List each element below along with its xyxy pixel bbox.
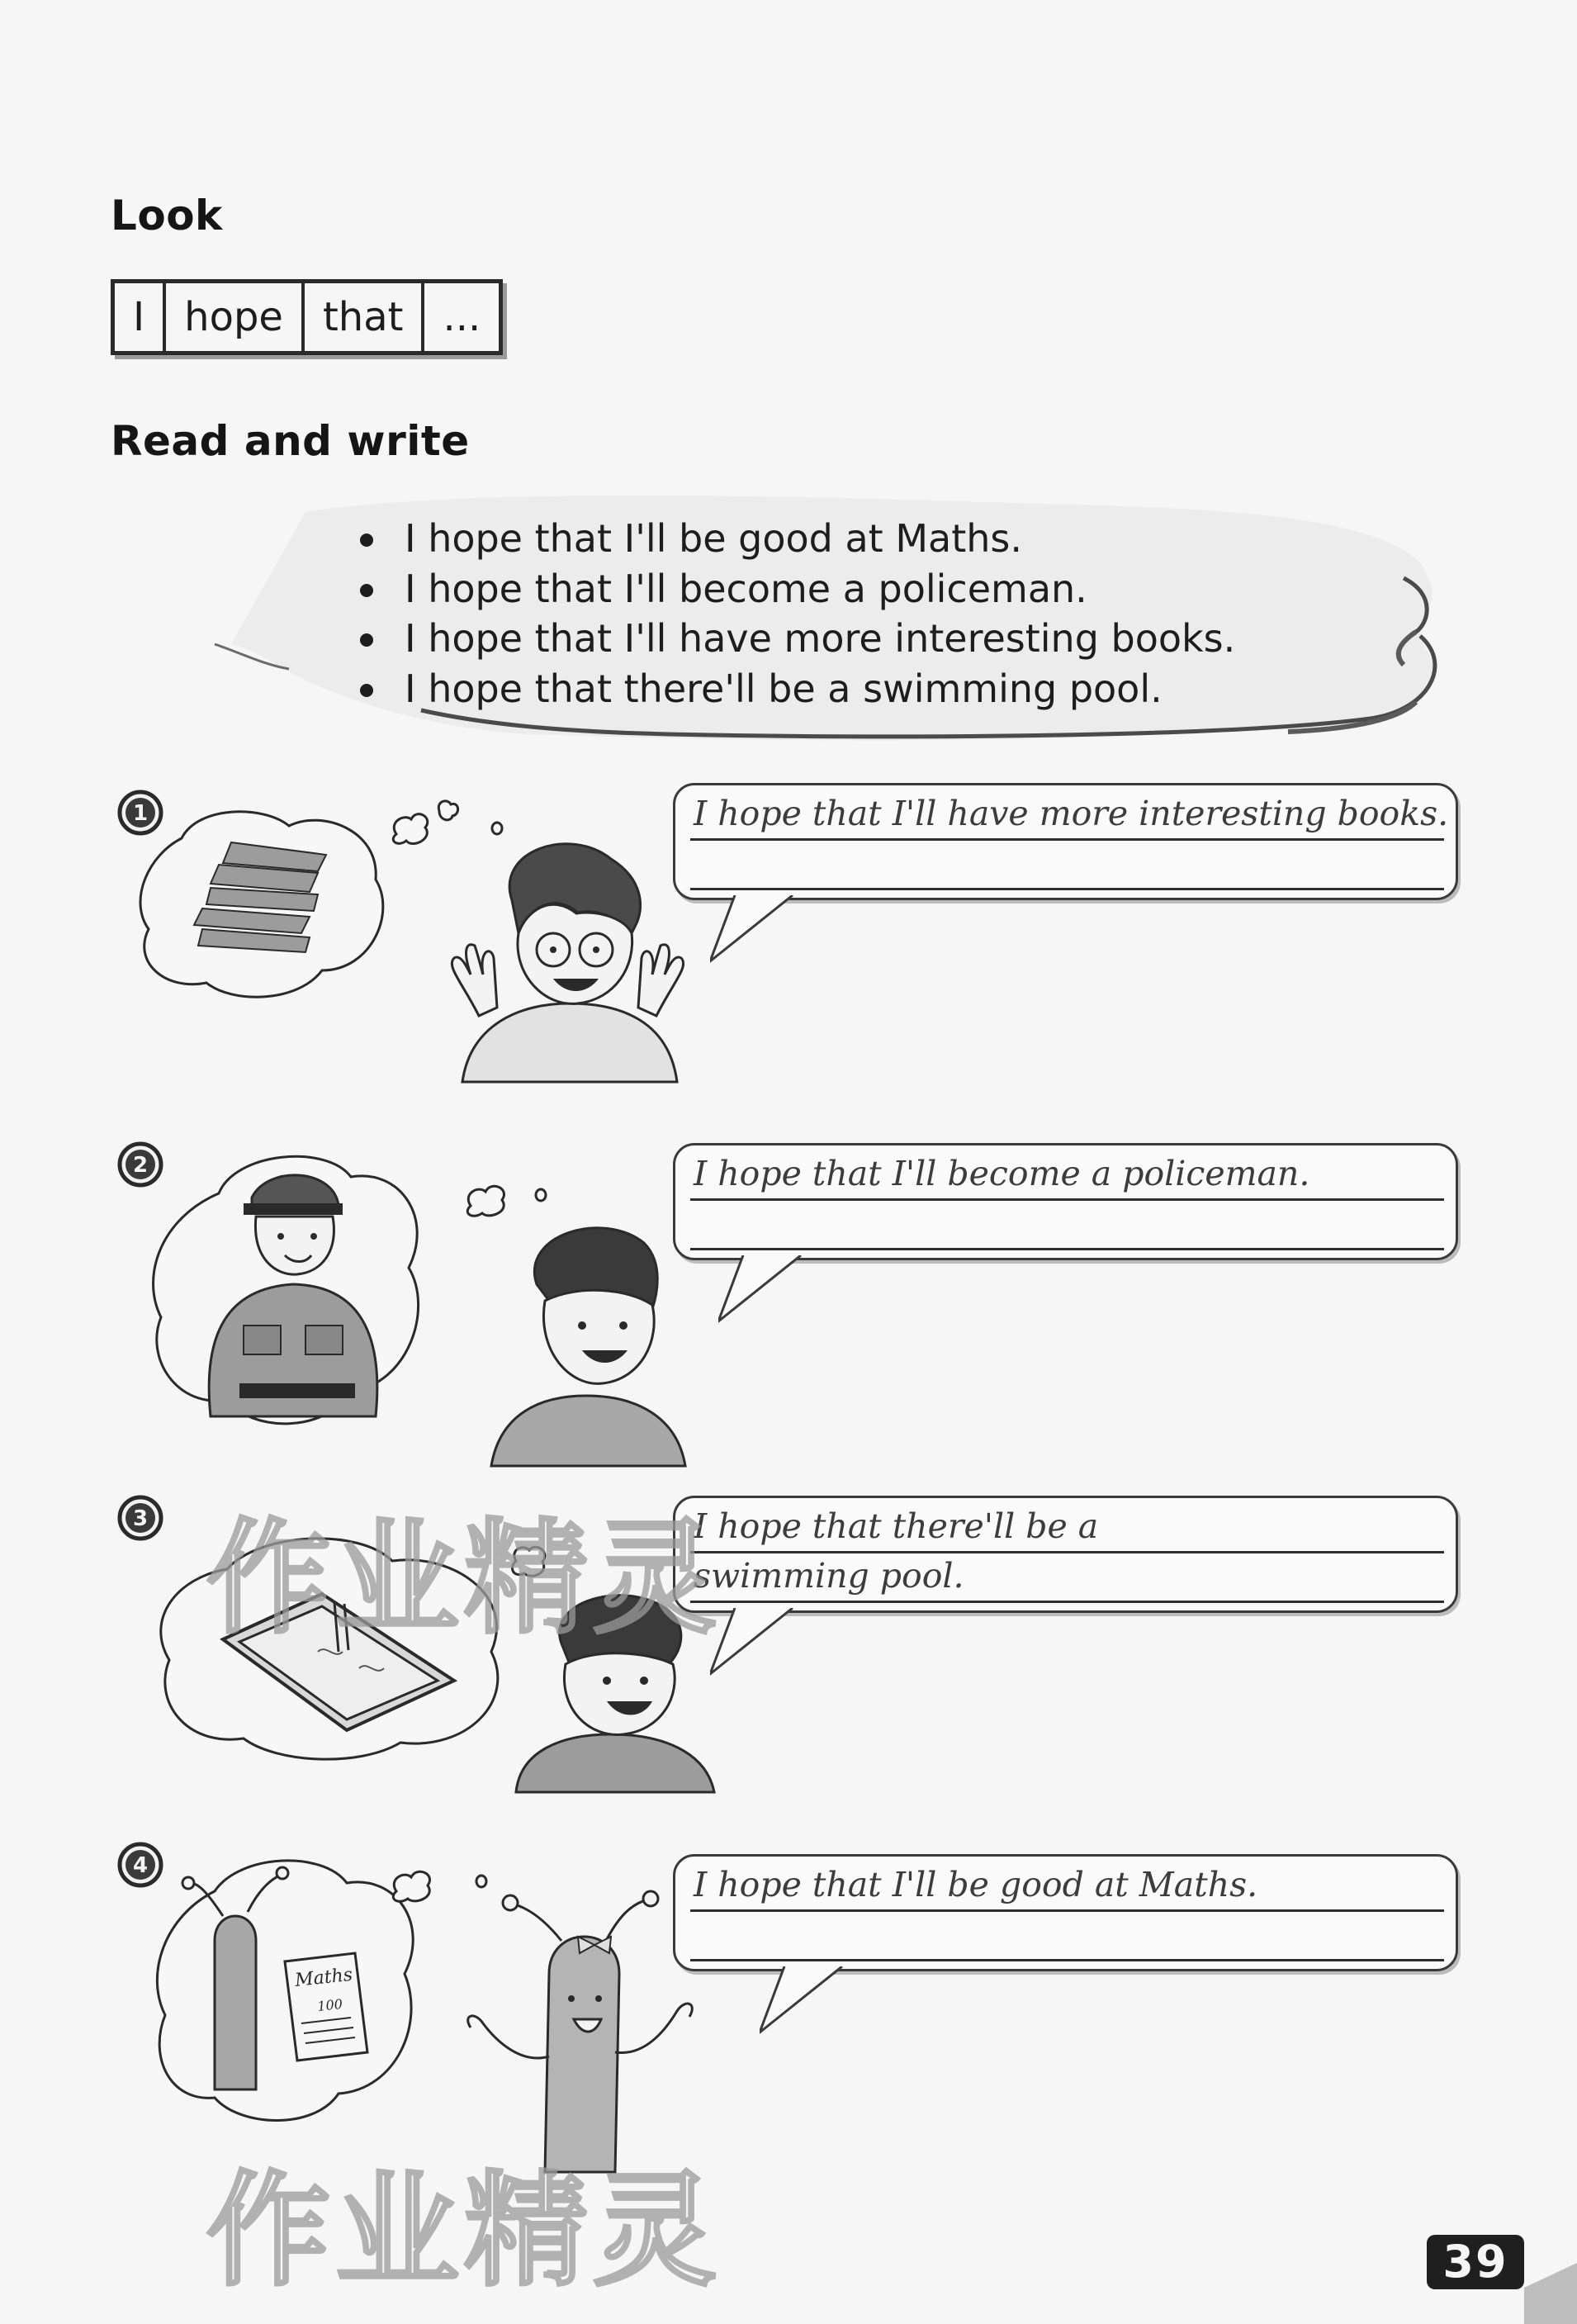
page-corner-decoration [1524, 2263, 1577, 2324]
speech-bubble-tail [710, 1608, 809, 1682]
answer-line-2[interactable] [690, 840, 1444, 890]
exercise-number-text: 3 [132, 1506, 149, 1531]
answer-line-2[interactable] [690, 1200, 1444, 1250]
heading-read-and-write: Read and write [111, 417, 470, 465]
exercise-number-text: 1 [132, 801, 149, 826]
speech-bubble-tail [710, 895, 809, 970]
example-sentence: I hope that I'll have more interesting books. [355, 614, 1235, 664]
speech-bubble-answer-2 [673, 1143, 1458, 1260]
boy-illustration [487, 1218, 694, 1466]
heading-look: Look [111, 192, 223, 240]
answer-line-1[interactable]: I hope that I'll have more interesting books. [690, 790, 1444, 841]
speech-bubble-tail [760, 1966, 859, 2041]
speech-bubble-tail [718, 1255, 817, 1330]
speech-bubble-answer-1 [673, 783, 1458, 900]
certificate-score: 100 [316, 1995, 343, 2014]
answer-line-2[interactable] [690, 1911, 1444, 1961]
sentence-pattern-box [111, 279, 503, 355]
pattern-word: that [305, 283, 424, 351]
example-sentence-list [355, 514, 1235, 714]
exercise-number-text: 2 [132, 1153, 149, 1178]
thought-bubble-policeman [144, 1144, 442, 1441]
pattern-word: I [115, 283, 166, 351]
certificate-title: Maths [294, 1964, 354, 1991]
pattern-word: ... [443, 294, 481, 340]
watermark-text: 作业精灵 [206, 1507, 722, 1651]
answer-line-1[interactable]: I hope that there'll be a [690, 1503, 1444, 1553]
speech-bubble-answer-4 [673, 1854, 1458, 1971]
pattern-word: hope [166, 283, 305, 351]
example-sentence: I hope that I'll be good at Maths. [355, 514, 1235, 564]
answer-line-1[interactable]: I hope that I'll be good at Maths. [690, 1862, 1444, 1912]
speech-bubble-answer-3 [673, 1496, 1458, 1613]
example-sentence: I hope that there'll be a swimming pool. [355, 664, 1235, 714]
thought-bubble-books [132, 805, 396, 1003]
page-number: 39 [1427, 2235, 1524, 2289]
thought-bubble-maths-certificate [149, 1850, 421, 2131]
example-sentence: I hope that I'll become a policeman. [355, 564, 1235, 614]
answer-line-1[interactable]: I hope that I'll become a policeman. [690, 1150, 1444, 1201]
exercise-number-text: 4 [132, 1853, 149, 1878]
answer-line-2[interactable]: swimming pool. [690, 1553, 1444, 1603]
boy-with-glasses-illustration [446, 834, 694, 1082]
watermark-text: 作业精灵 [206, 2160, 722, 2303]
